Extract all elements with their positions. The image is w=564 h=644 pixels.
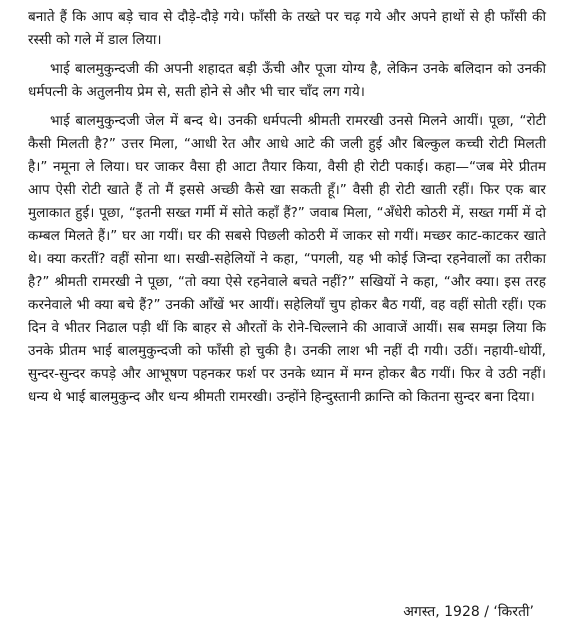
source-citation: अगस्त, 1928 / ‘किरती’ — [403, 604, 534, 620]
paragraph-balmukund-martyrdom: भाई बालमुकुन्दजी की अपनी शहादत बड़ी ऊँची और पूजा योग्य है, लेकिन उनके बलिदान को उनकी धर्मपत्नी के अतुलनीय प्रेम से, सती होने से और भी चार चाँद लग गये। — [28, 61, 546, 100]
paragraph-ramrakhi-story: भाई बालमुकुन्दजी जेल में बन्द थे। उनकी धर्मपत्नी श्रीमती रामरखी उनसे मिलने आयीं। पूछा, “रोटी कैसी मिलती है?” उत्तर मिला, “आधी रेत और आधे आटे की जली हुई और बिल्कुल कच्ची रोटी मिलती है।” नमूना ले लिया। घर जाकर वैसा ही आटा तैयार किया, वैसी ही रोटी पकाई। कहा—“जब मेरे प्रीतम आप ऐसी रोटी खाते हैं तो मैं इससे अच्छी कैसे खा सकती हूँ।” वैसी ही रोटी खाती रहीं। फिर एक बार मुलाकात हुई। पूछा, “इतनी सख्त गर्मी में सोते कहाँ हैं?” जवाब मिला, “अँधेरी कोठरी में, सख्त गर्मी में दो कम्बल मिलते हैं।” घर आ गयीं। घर की सबसे पिछली कोठरी में जाकर सो गयीं। मच्छर काट-काटकर खाते थे। क्या करतीं? वहीं सोना था। सखी-सहेलियों ने कहा, “पगली, यह भी कोई जिन्दा रहनेवालों का तरीका है?” श्रीमती रामरखी ने पूछा, “तो क्या ऐसे रहनेवाले बचते नहीं?” सखियों ने कहा, “और क्या। इस तरह करनेवाले भी क्या बचे हैं?” उनकी आँखें भर आयीं। सहेलियाँ चुप होकर बैठ गयीं, वह वहीं सोती रहीं। एक दिन वे भीतर निढाल पड़ी थीं कि बाहर से औरतों के रोने-चिल्लाने की आवाजें आयीं। सब समझ लिया कि उनके प्रीतम भाई बालमुकुन्दजी को फाँसी हो चुकी है। उनकी लाश भी नहीं दी गयी। उठीं। नहायी-धोयीं, सुन्दर-सुन्दर कपड़े और आभूषण पहनकर फर्श पर उनके ध्यान में मग्न होकर बैठ गयीं। फिर वे उठी नहीं। धन्य थे भाई बालमुकुन्द और धन्य श्रीमती रामरखी। उन्होंने हिन्दुस्तानी क्रान्ति को कितना सुन्दर बना दिया। — [28, 113, 546, 405]
paragraph-continuation: बनाते हैं कि आप बड़े चाव से दौड़े-दौड़े गये। फाँसी के तख्ते पर चढ़ गये और अपने हाथों से ही फाँसी की रस्सी को गले में डाल लिया। — [28, 9, 546, 48]
